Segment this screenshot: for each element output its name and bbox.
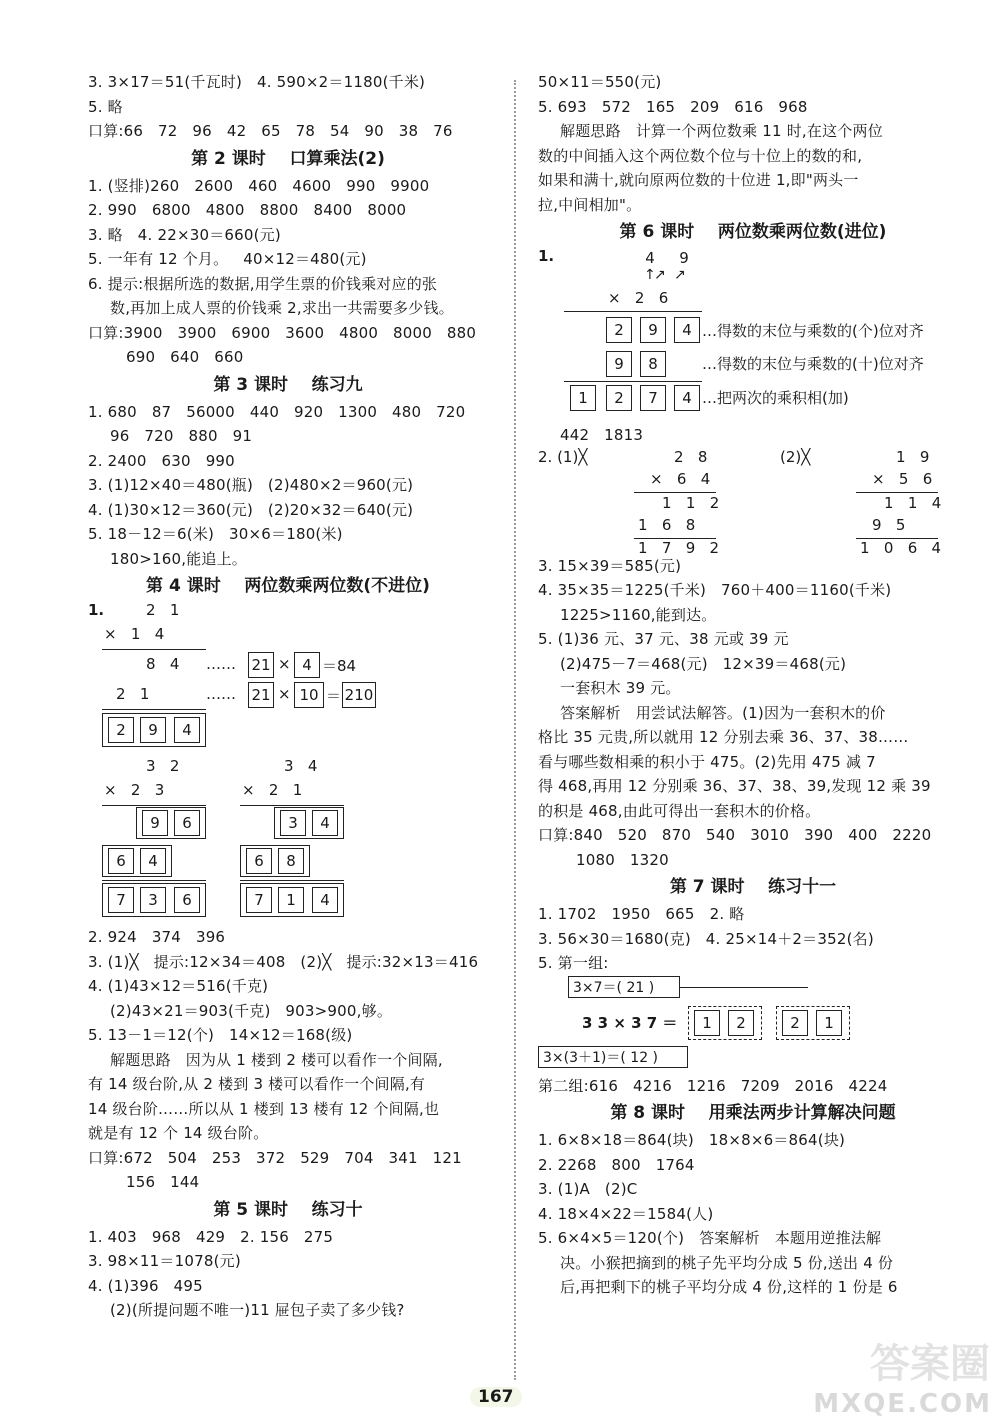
top-formula-box: 3×7＝( 21 ) [568,976,680,998]
answer-box: 4 [312,810,338,836]
answer-box: 21 [248,682,274,708]
mental-math-line: 口算:66 72 96 42 65 78 54 90 38 76 [88,122,453,140]
mental-math-line: 1080 1320 [576,850,669,869]
answer-box: 21 [248,652,274,678]
rule-line [856,492,938,493]
answer-box: 4 [674,385,700,411]
mental-math-line: 690 640 660 [126,348,244,366]
lesson-heading: 第 5 课时 练习十 [213,1199,363,1220]
column-divider [514,80,516,1380]
explanation-line: 14 级台阶……所以从 1 楼到 13 楼有 12 个间隔,也 [88,1099,440,1118]
answer-line: 3. (1)╳ 提示:12×34＝408 (2)╳ 提示:32×13＝416 [88,952,479,971]
multiplier: × 6 4 [650,469,711,488]
partial-product: 2 1 [116,685,150,703]
answer-line: 50×11＝550(元) [538,73,662,91]
partial-product: 1 1 2 [662,493,720,512]
answer-line: 442 1813 [560,426,644,444]
rule-line [564,311,702,312]
rule-line [634,492,716,493]
answer-line: 1. 6×8×18＝864(块) 18×8×6＝864(块) [538,1131,846,1149]
answer-box: 210 [342,682,376,708]
answer-line: 4. (1)43×12＝516(千克) [88,977,269,995]
answer-line: 5. 第一组: [538,954,609,972]
answer-line: 3. 56×30＝1680(克) 4. 25×14＋2＝352(名) [538,929,874,948]
answer-line: 3. 98×11＝1078(元) [88,1252,241,1270]
connector-line [680,987,808,988]
answer-box: 1 [278,887,304,913]
answer-line: 3. 略 4. 22×30＝660(元) [88,225,281,244]
answer-box: 4 [674,317,700,343]
answer-line: 4. 35×35＝1225(千米) 760＋400＝1160(千米) [538,581,892,599]
answer-line: 96 720 880 91 [110,427,253,445]
product-result: 1 0 6 4 [860,538,942,557]
lesson-heading: 第 8 课时 用乘法两步计算解决问题 [610,1103,896,1123]
pattern-diagram [538,976,968,1068]
rule-line [102,880,206,881]
explanation-line: 决。小猴把摘到的桃子先平均分成 5 份,送出 4 份 [560,1253,894,1272]
answer-line: (2)(所提问题不唯一)11 屉包子卖了多少钱? [110,1301,405,1319]
watermark-url: MXQE.COM [813,1389,992,1419]
equation-result: ＝84 [322,657,357,675]
explanation-line: 就是有 12 个 14 级台阶。 [88,1124,269,1142]
explanation-line: 如果和满十,就向原两位数的十位进 1,即"两头一 [538,171,859,189]
answer-box: 4 [140,848,166,874]
explanation-line: 得 468,再用 12 分别乘 36、37、38、39,发现 12 乘 39 [538,777,931,795]
explanation-line: 有 14 级台阶,从 2 楼到 3 楼可以看作一个间隔,有 [88,1075,426,1093]
answer-line: 5. 18－12＝6(米) 30×6＝180(米) [88,525,343,543]
lesson-heading: 第 3 课时 练习九 [213,374,363,395]
answer-box: 2 [728,1010,754,1036]
explanation-line: 后,再把剩下的桃子平均分成 4 份,这样的 1 份是 6 [560,1278,898,1296]
bottom-formula-box: 3×(3＋1)＝( 12 ) [538,1046,688,1068]
multiplier: × 5 6 [872,469,933,488]
partial-product: 8 4 [146,655,180,673]
rule-line [240,805,344,806]
explanation-line: 的积是 468,由此可得出一套积木的价格。 [538,801,821,820]
multiplier: × 2 3 [104,781,165,799]
answer-box: 1 [570,385,596,411]
multiplicand: 3 4 [284,757,318,775]
mental-math-line: 口算:840 520 870 540 3010 390 400 2220 [538,826,932,844]
rule-line [102,649,206,650]
multiplier: × 2 1 [242,781,303,799]
times-sign: × [278,685,291,703]
partial-product: 1 6 8 [638,515,696,534]
question-number: 1. [538,247,555,265]
answer-box: 1 [694,1010,720,1036]
answer-box: 6 [108,848,134,874]
multiplicand-digit: 4 [645,249,655,267]
answer-box: 4 [312,887,338,913]
answer-box: 3 [140,887,166,913]
explanation-line: 解题思路 因为从 1 楼到 2 楼可以看作一个间隔, [110,1050,443,1069]
answer-line: 1. 1702 1950 665 2. 略 [538,905,745,923]
answer-box: 9 [142,810,168,836]
explanation-line: 解题思路 计算一个两位数乘 11 时,在这个两位 [560,122,883,140]
answer-line: 2. 2268 800 1764 [538,1155,695,1174]
answer-line: 6. 提示:根据所选的数据,用学生票的价钱乘对应的张 [88,274,438,293]
answer-line: 1. 403 968 429 2. 156 275 [88,1227,334,1246]
arrow-diagonal-icon: ↗ [654,267,666,283]
vertical-multiplication-block [538,247,968,417]
multiplicand: 2 1 [146,601,180,619]
question-number: 1. [88,601,105,619]
answer-box: 4 [294,652,320,678]
note-dots: …… [206,685,236,703]
rule-line [102,805,206,806]
answer-box: 10 [294,682,324,708]
answer-box: 9 [140,717,166,743]
equals-sign: ＝ [326,687,342,705]
question-label: (2)╳ [780,447,811,466]
product-expression: 3 3 × 3 7 ＝ [582,1013,678,1032]
annotation-note: …把两次的乘积相(加) [702,389,849,407]
lesson-heading: 第 6 课时 两位数乘两位数(进位) [619,222,887,242]
answer-box: 2 [782,1010,808,1036]
answer-line: 数,再加上成人票的价钱乘 2,求出一共需要多少钱。 [110,299,454,317]
vertical-multiplication-block [88,601,488,911]
partial-product: 9 5 [872,515,906,534]
answer-line: 3. (1)12×40＝480(瓶) (2)480×2＝960(元) [88,476,414,494]
answer-box: 6 [174,810,200,836]
arrow-up-icon: ↑ [644,267,656,283]
answer-line: (2)43×21＝903(千克) 903>900,够。 [110,1001,393,1020]
answer-line: 3. 15×39＝585(元) [538,556,682,575]
answer-line: 2. 2400 630 990 [88,451,235,470]
vertical-multiplication-pair [538,447,968,557]
answer-box: 8 [278,848,304,874]
answer-box: 3 [280,810,306,836]
answer-line: 第二组:616 4216 1216 7209 2016 4224 [538,1076,888,1095]
annotation-note: …得数的末位与乘数的(个)位对齐 [702,322,924,340]
annotation-note: …得数的末位与乘数的(十)位对齐 [702,355,924,373]
times-sign: × [278,655,291,673]
answer-line: 2. 924 374 396 [88,928,226,946]
answer-line: 4. 18×4×22＝1584(人) [538,1204,714,1223]
arrow-diagonal-icon: ↗ [674,267,686,283]
answer-line: 1225>1160,能到达。 [560,605,717,624]
multiplicand: 3 2 [146,757,180,775]
lesson-heading: 第 7 课时 练习十一 [669,877,837,897]
answer-box: 4 [174,717,200,743]
answer-box: 6 [246,848,272,874]
page-number: 167 [470,1387,522,1407]
answer-box: 6 [174,887,200,913]
answer-box: 2 [108,717,134,743]
multiplicand: 1 9 [896,447,930,466]
explanation-line: 数的中间插入这个两位数个位与十位上的数的和, [538,146,863,165]
answer-line: 180>160,能追上。 [110,549,247,568]
answer-line: (2)475－7＝468(元) 12×39＝468(元) [560,654,847,673]
right-column [538,70,968,1300]
answer-line: 1. 680 87 56000 440 920 1300 480 720 [88,402,466,421]
answer-line: 3. 3×17＝51(千瓦时) 4. 590×2＝1180(千米) [88,73,426,91]
rule-line [564,381,702,382]
question-label: 2. (1)╳ [538,447,588,466]
mental-math-line: 156 144 [126,1173,200,1191]
multiplicand-digit: 9 [679,249,689,267]
answer-line: 2. 990 6800 4800 8800 8400 8000 [88,201,407,219]
note-dots: …… [206,655,236,673]
watermark-logo: 答案圈 [870,1341,990,1387]
answer-box: 7 [108,887,134,913]
answer-line: 5. 13－1＝12(个) 14×12＝168(级) [88,1026,353,1044]
answer-line: 4. (1)396 495 [88,1276,203,1295]
mental-math-line: 口算:3900 3900 6900 3600 4800 8000 880 [88,323,477,342]
left-column [88,70,488,1323]
answer-box: 9 [606,351,632,377]
rule-line [102,709,206,710]
answer-line: 5. 693 572 165 209 616 968 [538,97,808,116]
answer-line: 一套积木 39 元。 [560,679,681,697]
answer-box: 8 [640,351,666,377]
multiplier: × 1 4 [104,625,165,643]
product-result: 1 7 9 2 [638,538,720,557]
answer-line: 4. (1)30×12＝360(元) (2)20×32＝640(元) [88,500,414,519]
mental-math-line: 口算:672 504 253 372 529 704 341 121 [88,1148,462,1167]
multiplier: × 2 6 [608,289,669,307]
answer-box: 7 [246,887,272,913]
answer-box: 7 [640,385,666,411]
answer-line: 5. 一年有 12 个月。 40×12＝480(元) [88,250,367,268]
partial-product: 1 1 4 [884,493,942,512]
answer-line: 5. 6×4×5＝120(个) 答案解析 本题用逆推法解 [538,1229,882,1247]
lesson-heading: 第 4 课时 两位数乘两位数(不进位) [146,576,430,596]
answer-box: 1 [816,1010,842,1036]
explanation-line: 答案解析 用尝试法解答。(1)因为一套积木的价 [560,703,886,722]
answer-box: 9 [640,317,666,343]
answer-box: 2 [606,317,632,343]
lesson-heading: 第 2 课时 口算乘法(2) [191,148,385,169]
multiplicand: 2 8 [674,447,708,466]
explanation-line: 拉,中间相加"。 [538,195,642,214]
explanation-line: 格比 35 元贵,所以就用 12 分别去乘 36、37、38…… [538,728,909,746]
answer-line: 3. (1)A (2)C [538,1180,638,1198]
explanation-line: 看与哪些数相乘的积小于 475。(2)先用 475 减 7 [538,752,876,771]
answer-line: 1. (竖排)260 2600 460 4600 990 9900 [88,176,430,195]
answer-line: 5. 略 [88,97,123,116]
answer-line: 5. (1)36 元、37 元、38 元或 39 元 [538,630,789,648]
answer-box: 2 [606,385,632,411]
rule-line [240,880,344,881]
